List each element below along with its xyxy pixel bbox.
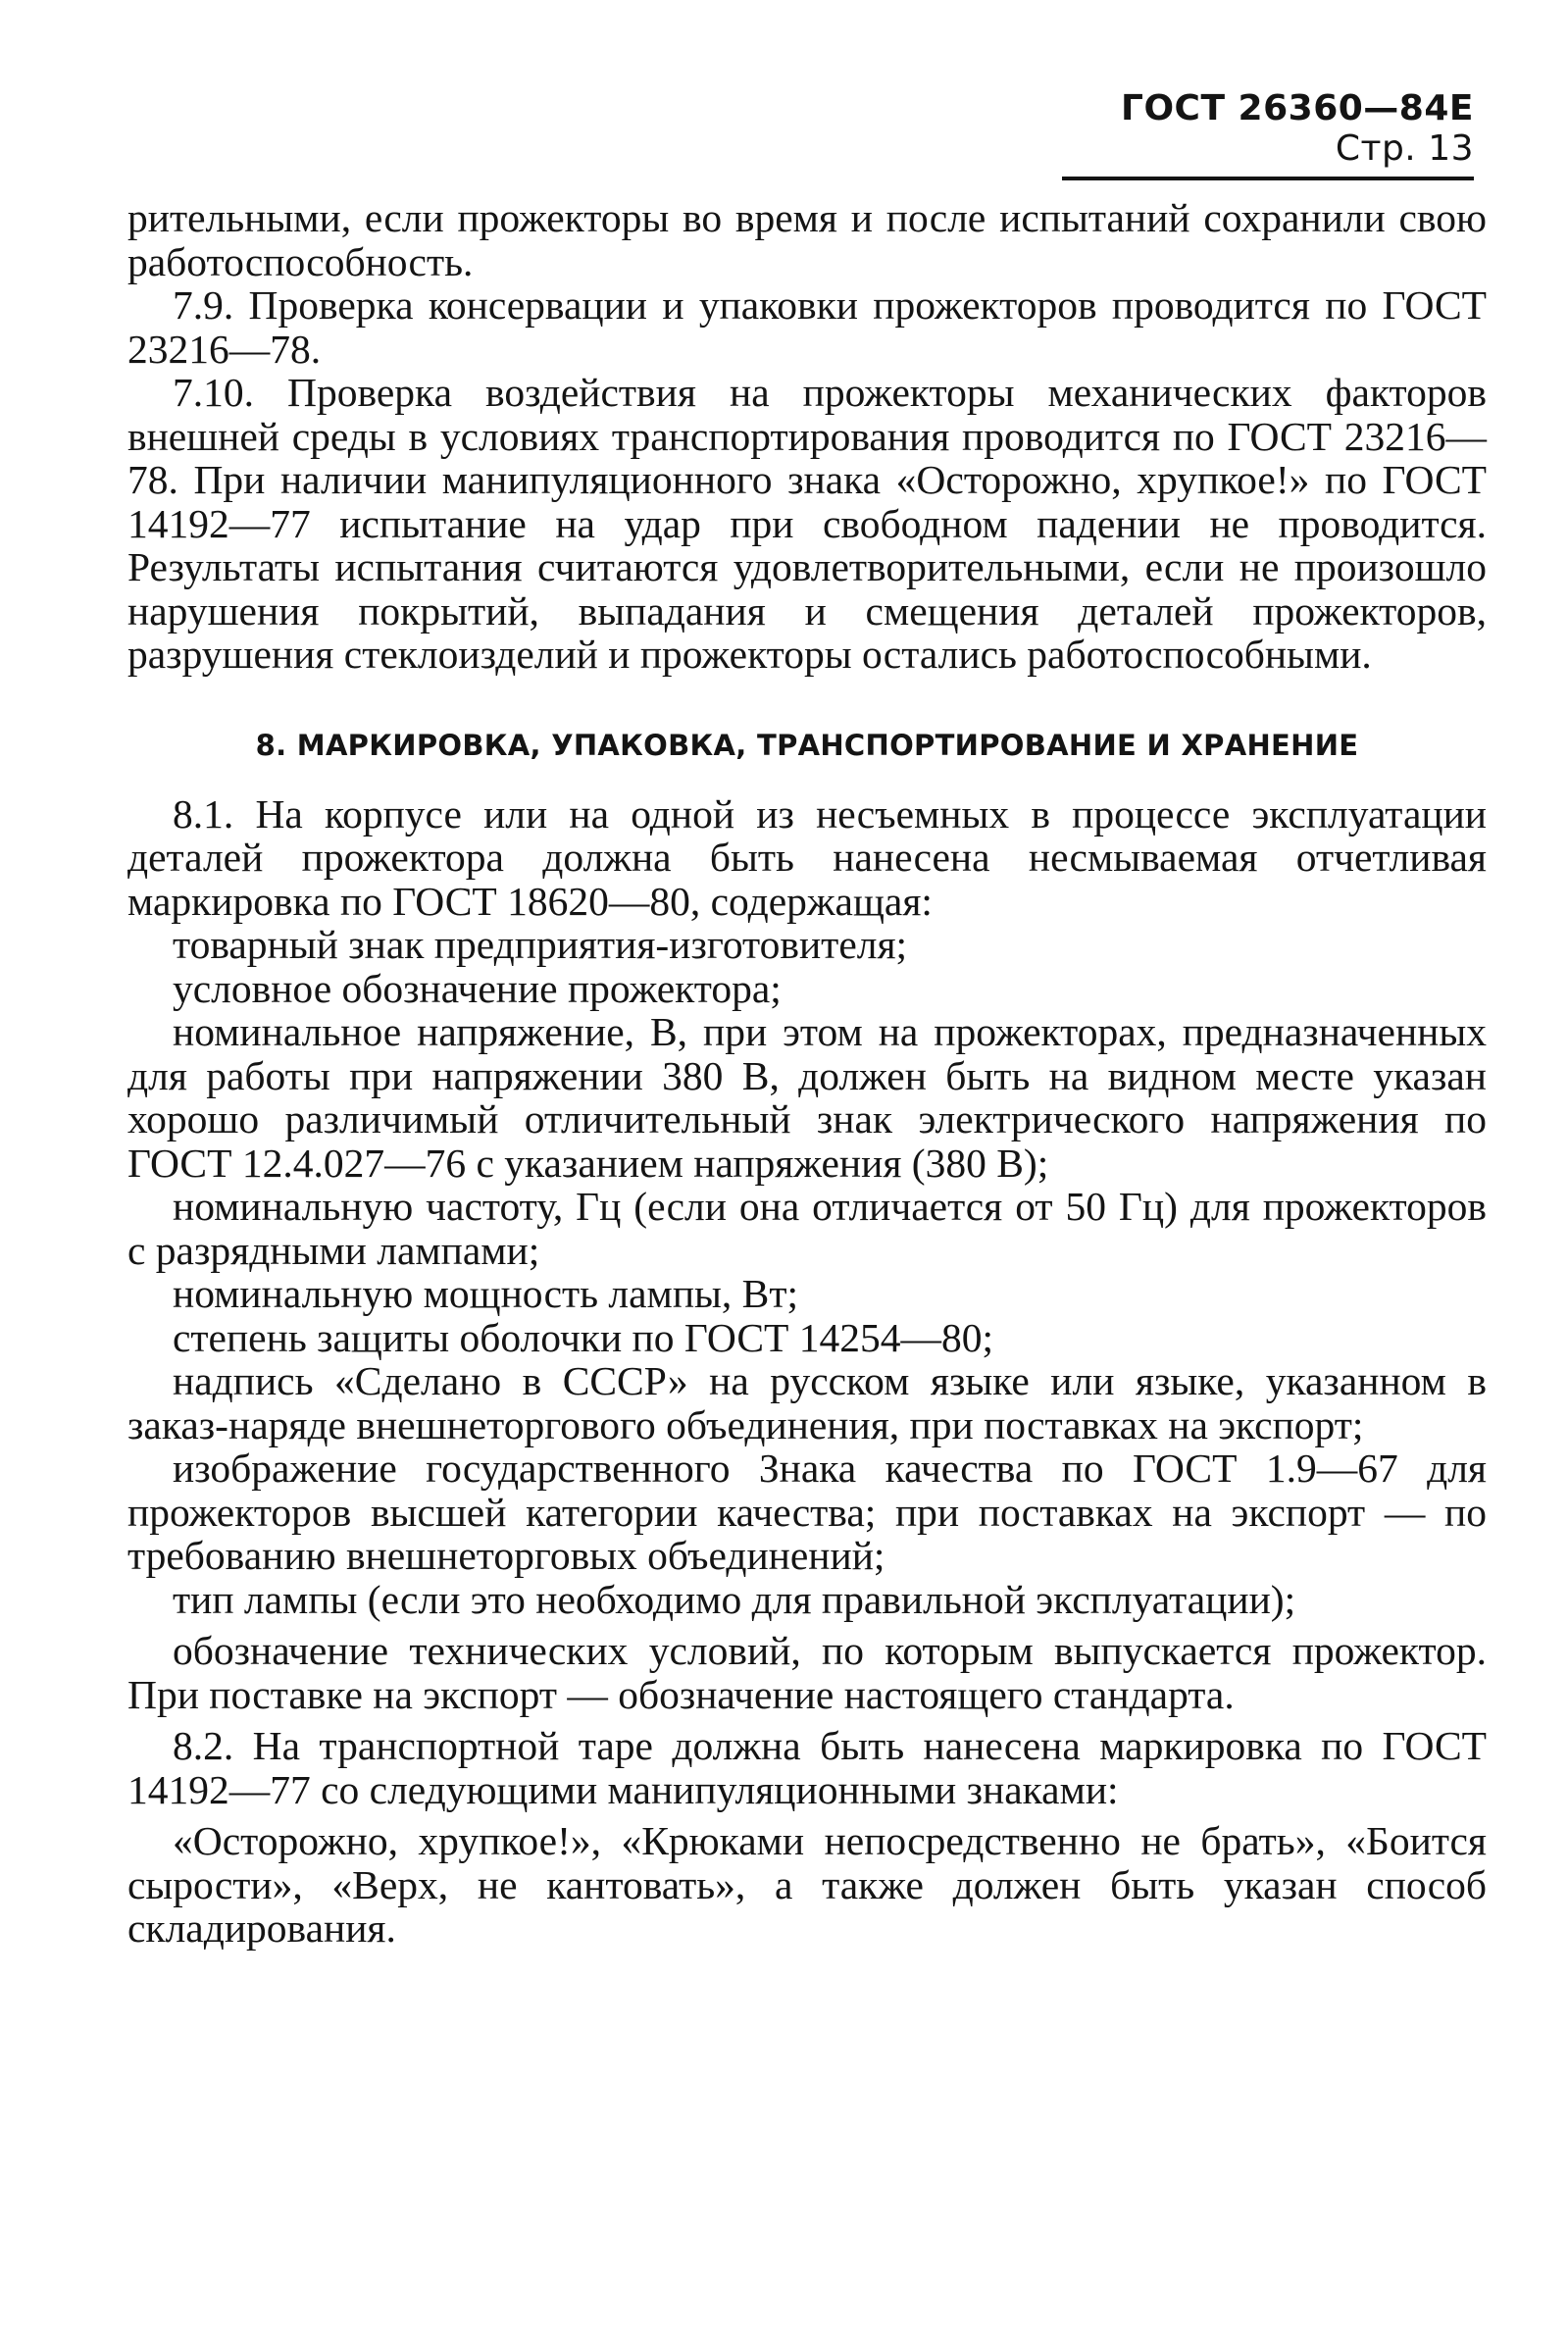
document-body — [127, 196, 1487, 1951]
list-item: номинальную мощность лампы, Вт; — [173, 1271, 799, 1316]
standard-number: ГОСТ 26360—84Е — [1121, 88, 1474, 128]
list-item: надпись «Сделано в СССР» на русском языке или языке, указанном в заказ-наряде внешнеторгового объединения, при поставках на экспорт; — [127, 1358, 1487, 1447]
list-item: номинальное напряжение, В, при этом на прожекторах, предназначенных для работы при напряжении 380 В, должен быть на видном месте указан хорошо различимый отличительный знак электрического напряжения по ГОСТ 12.4.027—76 с указанием напряжения (380 В); — [127, 1009, 1487, 1186]
paragraph-7-9: 7.9. Проверка консервации и упаковки прожекторов проводится по ГОСТ 23216—78. — [127, 282, 1487, 372]
list-item: условное обозначение прожектора; — [173, 965, 782, 1011]
paragraph-7-10: 7.10. Проверка воздействия на прожекторы механических факторов внешней среды в условиях транспортирования проводится по ГОСТ 23216—78. При наличии манипуляционного знака «Осторожно, хрупкое!» по ГОСТ 14192—77 испытание на удар при свободном падении не проводится. Результаты испытания считаются удовлетворительными, если не произошло нарушения покрытий, выпадания и смещения деталей прожекторов, разрушения стеклоизделий и прожекторы остались работоспособными. — [127, 370, 1487, 677]
paragraph-continuation: рительными, если прожекторы во время и после испытаний сохранили свою работоспособность. — [127, 195, 1487, 284]
list-item: товарный знак предприятия-изготовителя; — [173, 922, 908, 967]
list-item: степень защиты оболочки по ГОСТ 14254—80; — [173, 1314, 994, 1360]
page-header — [1062, 88, 1474, 180]
list-item: обозначение технических условий, по которым выпускается прожектор. При поставке на экспорт — обозначение настоящего стандарта. — [127, 1628, 1487, 1717]
list-item: изображение государственного Знака качества по ГОСТ 1.9—67 для прожекторов высшей категории качества; при поставках на экспорт — по требованию внешнеторговых объединений; — [127, 1446, 1487, 1578]
section-title: 8. МАРКИРОВКА, УПАКОВКА, ТРАНСПОРТИРОВАНИЕ И ХРАНЕНИЕ — [255, 728, 1359, 762]
paragraph-8-2: 8.2. На транспортной таре должна быть нанесена маркировка по ГОСТ 14192—77 со следующими манипуляционными знаками: — [127, 1723, 1487, 1812]
paragraph-8-1: 8.1. На корпусе или на одной из несъемных в процессе эксплуатации деталей прожектора должна быть нанесена несмываемая отчетливая маркировка по ГОСТ 18620—80, содержащая: — [127, 790, 1487, 924]
page-number: Стр. 13 — [1335, 128, 1474, 169]
list-item: номинальную частоту, Гц (если она отличается от 50 Гц) для прожекторов с разрядными лампами; — [127, 1184, 1487, 1273]
list-item: тип лампы (если это необходимо для правильной эксплуатации); — [173, 1576, 1296, 1622]
paragraph-signs: «Осторожно, хрупкое!», «Крюками непосредственно не брать», «Боится сырости», «Верх, не кантовать», а также должен быть указан способ складирования. — [127, 1818, 1487, 1951]
